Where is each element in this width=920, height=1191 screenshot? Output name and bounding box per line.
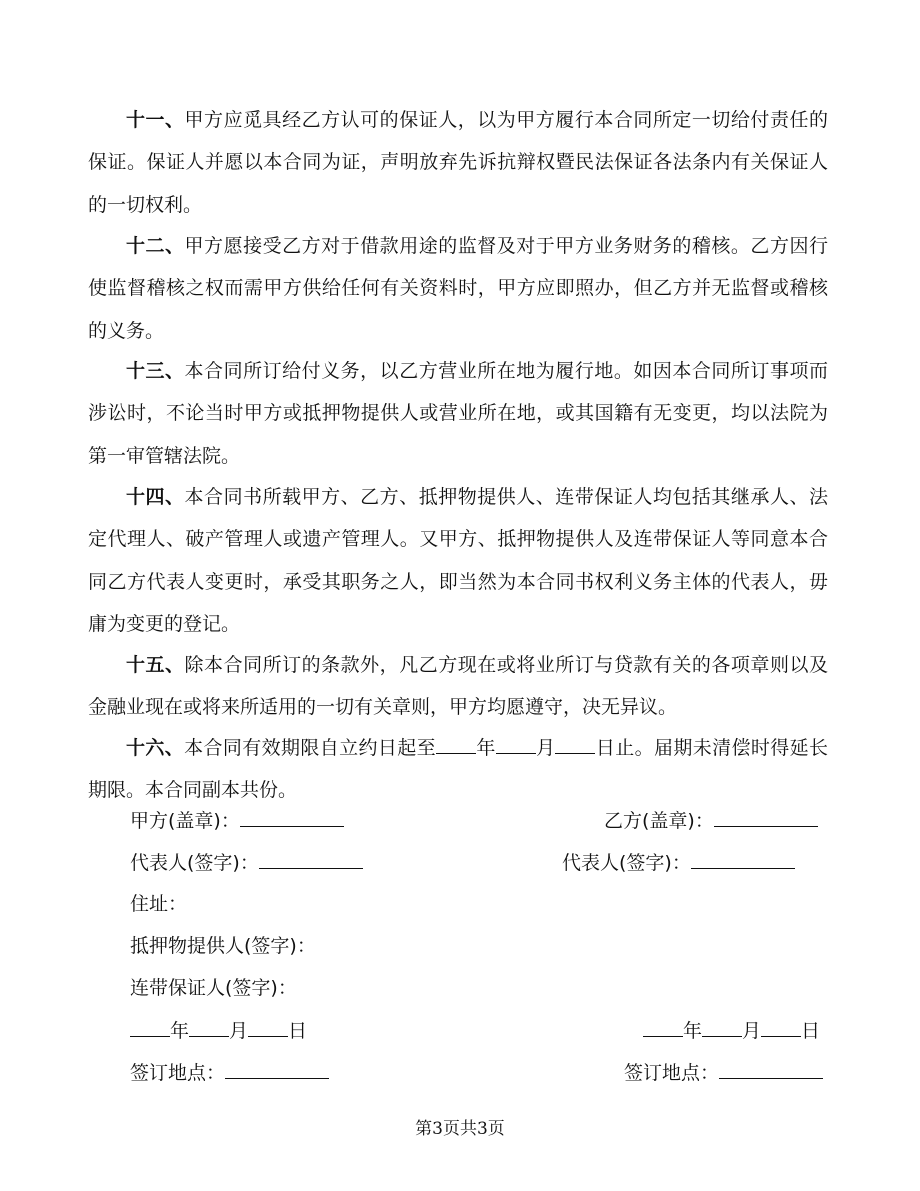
party-b-seal	[604, 808, 818, 833]
rep-b-line	[691, 850, 795, 869]
month-label: 月	[229, 1020, 249, 1042]
clause-number: 十四、	[126, 486, 185, 508]
day-blank	[761, 1018, 801, 1037]
rep-a-sign	[130, 850, 363, 875]
place-a-line	[225, 1060, 329, 1079]
place-b-label: 签订地点：	[624, 1062, 720, 1084]
date-left	[130, 1018, 307, 1043]
clause-number: 十六、	[126, 737, 185, 759]
party-a-seal	[130, 808, 344, 833]
clause-text: 甲方愿接受乙方对于借款用途的监督及对于甲方业务财务的稽核。乙方因行使监督稽核之权而需甲方供给任何有关资料时，甲方应即照办，但乙方并无监督或稽核的义务。	[88, 235, 828, 342]
clause-number: 十二、	[126, 235, 185, 257]
clause-text-end: 日止。届期未清偿时得延长期限。本合同副本共份。	[88, 737, 828, 802]
clause-16	[88, 727, 828, 812]
rep-b-sign	[562, 850, 795, 875]
date-right	[643, 1018, 820, 1043]
party-b-line	[714, 808, 818, 827]
year-blank	[643, 1018, 683, 1037]
month-blank	[702, 1018, 742, 1037]
party-a-label: 甲方(盖章)：	[130, 810, 240, 832]
page-number: 第3页共3页	[415, 1119, 505, 1139]
clause-text: 本合同书所载甲方、乙方、抵押物提供人、连带保证人均包括其继承人、法定代理人、破产管理人或遗产管理人。又甲方、抵押物提供人及连带保证人等同意本合同乙方代表人变更时，承受其职务之人，即当然为本合同书权利义务主体的代表人，毋庸为变更的登记。	[88, 486, 828, 635]
clause-number: 十五、	[126, 654, 185, 676]
rep-b-label: 代表人(签字)：	[562, 852, 691, 874]
day-label: 日	[288, 1020, 308, 1042]
clause-13	[88, 350, 828, 477]
year-blank	[130, 1018, 170, 1037]
year-label: 年	[683, 1020, 703, 1042]
clause-number: 十一、	[126, 109, 185, 131]
year-label: 年	[170, 1020, 190, 1042]
party-b-label: 乙方(盖章)：	[604, 810, 714, 832]
place-a-label: 签订地点：	[130, 1062, 226, 1084]
mortgagor-sign: 抵押物提供人(签字)：	[130, 935, 316, 957]
place-b-line	[719, 1060, 823, 1079]
day-blank	[248, 1018, 288, 1037]
rep-a-label: 代表人(签字)：	[130, 852, 259, 874]
clause-15	[88, 644, 828, 729]
day-blank	[555, 735, 595, 754]
clause-text: 本合同所订给付义务，以乙方营业所在地为履行地。如因本合同所订事项而涉讼时，不论当时甲方或抵押物提供人或营业所在地，或其国籍有无变更，均以法院为第一审管辖法院。	[88, 360, 828, 467]
clause-text: 除本合同所订的条款外，凡乙方现在或将业所订与贷款有关的各项章则以及金融业现在或将来所适用的一切有关章则，甲方均愿遵守，决无异议。	[88, 654, 828, 719]
day-label: 日	[801, 1020, 821, 1042]
month-blank	[189, 1018, 229, 1037]
clause-12	[88, 225, 828, 352]
party-a-line	[240, 808, 344, 827]
rep-a-line	[259, 850, 363, 869]
year-label: 年	[475, 737, 496, 759]
guarantor-sign: 连带保证人(签字)：	[130, 977, 297, 999]
clause-14	[88, 476, 828, 645]
clause-number: 十三、	[126, 360, 185, 382]
place-b	[624, 1060, 823, 1085]
clause-text: 甲方应觅具经乙方认可的保证人，以为甲方履行本合同所定一切给付责任的保证。保证人并愿以本合同为证，声明放弃先诉抗辩权暨民法保证各法条内有关保证人的一切权利。	[88, 109, 828, 216]
clause-text: 本合同有效期限自立约日起至	[184, 737, 436, 759]
month-label: 月	[742, 1020, 762, 1042]
place-a	[130, 1060, 329, 1085]
year-blank	[436, 735, 476, 754]
month-blank	[496, 735, 536, 754]
address-label: 住址：	[130, 893, 188, 915]
month-label: 月	[535, 737, 556, 759]
clause-11	[88, 99, 828, 226]
